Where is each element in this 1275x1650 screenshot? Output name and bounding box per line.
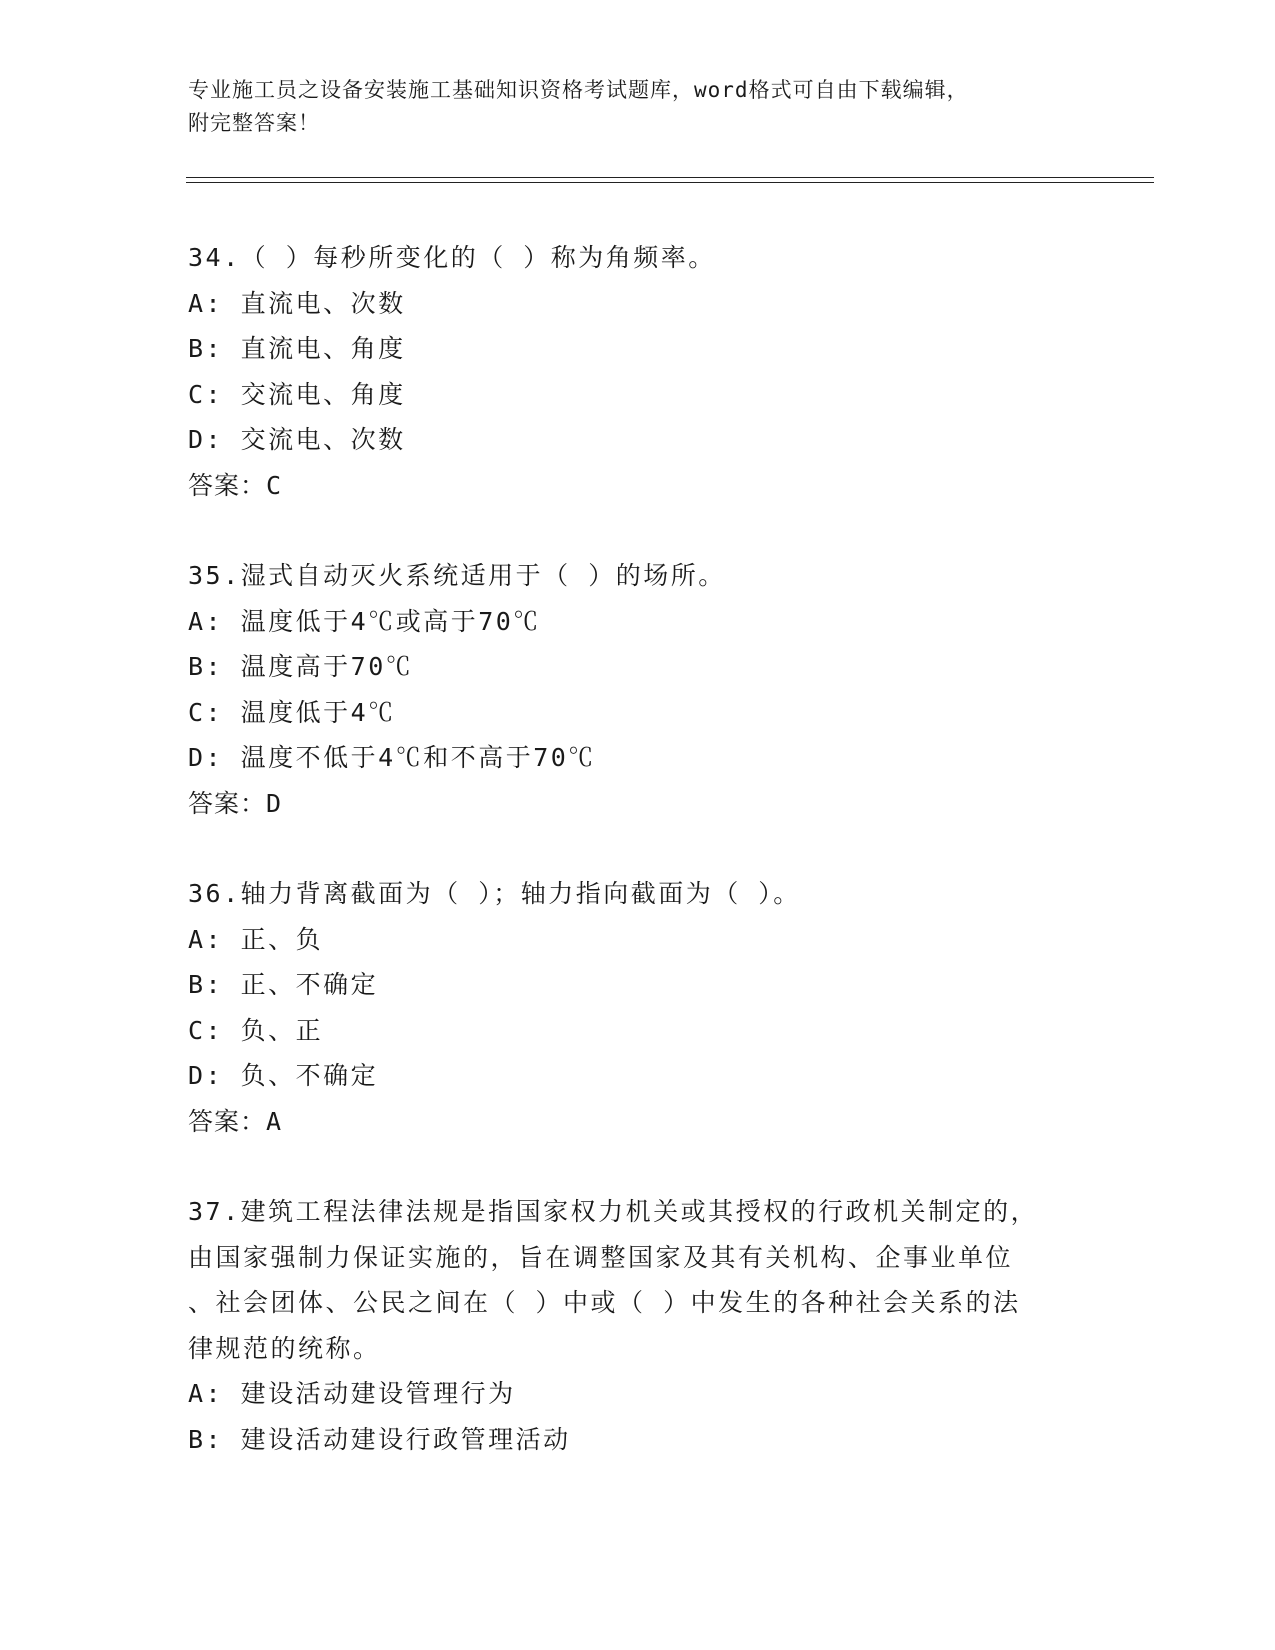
answer-line (188, 781, 1068, 827)
option-d: D: 温度不低于4℃和不高于70℃ (188, 743, 596, 772)
option-a: A: 正、负 (188, 924, 324, 954)
option-b: B: 温度高于70℃ (188, 652, 414, 681)
option-b: B: 建设活动建设行政管理活动 (188, 1424, 571, 1454)
question-text-line-3: 、社会团体、公民之间在（ ）中或（ ）中发生的各种社会关系的法 (188, 1288, 1021, 1317)
option-b: B: 正、不确定 (188, 970, 379, 999)
answer-value: C (266, 470, 283, 500)
option-c: C: 交流电、角度 (188, 379, 406, 409)
question-34 (188, 235, 1068, 508)
option-c: C: 负、正 (188, 1015, 324, 1045)
question-text-line-1: 37.建筑工程法律法规是指国家权力机关或其授权的行政机关制定的， (188, 1197, 1039, 1226)
answer-line (188, 463, 1068, 509)
answer-value: A (266, 1106, 283, 1136)
option-d: D: 交流电、次数 (188, 425, 406, 454)
option-a: A: 直流电、次数 (188, 288, 406, 318)
question-text: 35.湿式自动灭火系统适用于（ ）的场所。 (188, 561, 726, 590)
header-divider-bottom (186, 182, 1154, 183)
question-37 (188, 1189, 1068, 1462)
answer-label: 答案： (188, 470, 267, 500)
answer-line (188, 1099, 1068, 1145)
answer-value: D (266, 788, 283, 818)
question-text-line-2: 由国家强制力保证实施的，旨在调整国家及其有关机构、企事业单位 (188, 1242, 1014, 1272)
option-b: B: 直流电、角度 (188, 334, 406, 363)
question-text: 36.轴力背离截面为（ ）；轴力指向截面为（ ）。 (188, 879, 801, 908)
option-a: A: 建设活动建设管理行为 (188, 1379, 516, 1408)
question-35 (188, 553, 1068, 826)
option-c: C: 温度低于4℃ (188, 697, 396, 727)
document-header (188, 74, 1088, 140)
question-36 (188, 871, 1068, 1144)
option-d: D: 负、不确定 (188, 1061, 379, 1090)
question-text: 34.（ ）每秒所变化的（ ）称为角频率。 (188, 243, 716, 272)
question-list (188, 235, 1068, 1507)
header-divider-top (186, 177, 1154, 178)
option-a: A: 温度低于4℃或高于70℃ (188, 606, 541, 636)
question-text-line-4: 律规范的统称。 (188, 1333, 381, 1363)
answer-label: 答案： (188, 788, 267, 818)
answer-label: 答案： (188, 1106, 267, 1136)
header-line-2: 附完整答案！ (188, 111, 320, 135)
header-line-1: 专业施工员之设备安装施工基础知识资格考试题库，word格式可自由下载编辑， (188, 78, 969, 102)
